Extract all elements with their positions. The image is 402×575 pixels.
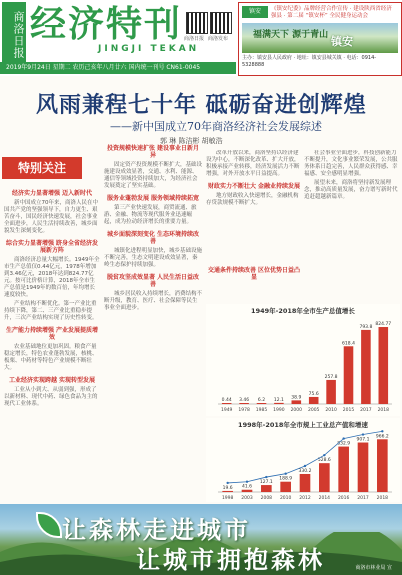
data-label: 0.44 xyxy=(221,398,232,403)
data-label: 41.6 xyxy=(241,484,253,490)
paragraph: 新中国成立70年来，商洛人民在中国共产党的坚强领导下，自力更生、艰苦奋斗，国民经济快速发展，社会事业全面进步，人民生活持续改善，城乡面貌发生深刻变化。 xyxy=(4,200,98,234)
date-line: 2019年9月24日 星期二 农历己亥年八月廿六 国内统一刊号 CN61-0045 xyxy=(0,62,236,74)
masthead-title: 经济特刊 xyxy=(30,3,183,45)
paragraph: 地方财政收入快速增长，金融机构存贷款规模不断扩大。 xyxy=(206,193,299,206)
subheadline: ——新中国成立70年商洛经济社会发展综述 xyxy=(110,120,322,133)
tick-label: 1949 xyxy=(220,408,233,413)
section-heading: 综合实力显著增强 跻身全省经济发展新方阵 xyxy=(5,240,99,254)
ad-bottom-text: 主办：镇安县人民政府 · 地址：镇安县城关镇 · 电话：0914-5328888 xyxy=(242,55,377,68)
tick-label: 2014 xyxy=(318,496,331,501)
section-heading: 交通条件持续改善 区位优势日益凸显 xyxy=(207,267,301,281)
line-point xyxy=(265,476,267,478)
tick-label: 2000 xyxy=(290,408,303,413)
article-column-2 xyxy=(104,140,202,500)
qr-label: 商洛日报 xyxy=(184,36,205,42)
chart-canvas xyxy=(206,304,400,416)
bar-2010 xyxy=(326,380,336,404)
masthead xyxy=(0,0,402,76)
section-heading: 财政实力不断壮大 金融业持续发展 xyxy=(207,183,301,190)
data-label: 127.1 xyxy=(259,480,273,486)
forestry-banner xyxy=(0,504,402,575)
tick-label: 2010 xyxy=(279,496,292,501)
data-label: 38.9 xyxy=(291,395,302,401)
paragraph: 展望未来，商洛将坚持新发展理念，推动高质量发展，奋力谱写新时代追赶超越新篇章。 xyxy=(304,180,398,200)
ad-top-text: 《镇安纪委》品牌经营合作宣传 · 建设陕西省经济强县 · 第二届 “镇安杯” 全民健身运动会 xyxy=(271,6,392,19)
gdp-growth-chart xyxy=(206,304,400,416)
line-point xyxy=(323,454,325,456)
tick-label: 1998 xyxy=(221,496,234,501)
tick-label: 2018 xyxy=(376,496,389,501)
chart-canvas xyxy=(206,418,400,502)
line-point xyxy=(226,482,228,484)
paragraph: 商洛经济总量大幅增长。1949年全市生产总值仅0.44亿元，1978年增加到3.46亿元，2018年达到824.77亿元。按可比价格计算，2018年全市生产总值是1949年的数百倍，年均增长速度较快。 xyxy=(4,257,100,298)
section-heading: 城乡面貌深刻变化 生态环境持续改善 xyxy=(106,231,200,245)
bar-2010 xyxy=(280,482,291,492)
qr-code-icon xyxy=(186,12,208,34)
bar-2017 xyxy=(361,330,371,404)
data-label: 257.8 xyxy=(324,374,338,380)
article-column-1 xyxy=(4,185,100,500)
bar-1985 xyxy=(257,403,267,404)
data-label: 907.1 xyxy=(356,437,370,443)
paragraph: 农业基础地位更加巩固。粮食产量稳定增长，特色农业蓬勃发展，核桃、板栗、中药材等特色产业规模不断壮大。 xyxy=(4,344,98,371)
ad-logo: 镇安 xyxy=(242,6,268,18)
section-heading: 投资规模快速扩张 建设事业日新月异 xyxy=(106,145,200,159)
bar-1998 xyxy=(222,491,233,492)
tick-label: 2018 xyxy=(377,408,390,413)
data-label: 793.8 xyxy=(359,324,373,330)
line-point xyxy=(342,437,344,439)
line-point xyxy=(284,472,286,474)
bar-2000 xyxy=(292,400,302,404)
bar-2015 xyxy=(344,346,354,404)
bar-2008 xyxy=(261,485,272,492)
bar-1978 xyxy=(239,403,249,404)
bar-2016 xyxy=(338,447,349,492)
tick-label: 1985 xyxy=(255,408,268,413)
tick-label: 1978 xyxy=(238,408,250,413)
industrial-output-chart xyxy=(206,418,400,502)
ad-slogan-calligraphy: 镇安 xyxy=(331,35,353,48)
masthead-pinyin: JINGJI TEKAN xyxy=(98,44,200,54)
byline: 郭 琳 陈洁彬 胡敏浩 xyxy=(160,137,223,145)
bar-2005 xyxy=(309,397,319,404)
data-label: 528.6 xyxy=(317,458,331,464)
paragraph: 社会事业全面进步，科技创新能力不断提升，文化事业繁荣发展，公共服务体系日趋完善，人民群众获得感、幸福感、安全感明显增强。 xyxy=(304,150,398,177)
tick-label: 2017 xyxy=(357,496,369,501)
section-heading: 工业经济实现跨越 实现转型发展 xyxy=(8,377,96,384)
line-point xyxy=(304,465,306,467)
data-label: 3.46 xyxy=(239,398,250,403)
section-heading: 脱贫攻坚成效显著 人民生活日益改善 xyxy=(106,274,200,288)
tick-label: 2008 xyxy=(260,496,273,501)
data-label: 75.6 xyxy=(308,391,319,397)
tick-label: 2010 xyxy=(325,408,337,413)
paper-name: 商洛日报 xyxy=(2,2,26,68)
tick-label: 1990 xyxy=(273,408,285,413)
tick-label: 2005 xyxy=(307,408,320,413)
data-label: 188.9 xyxy=(279,476,293,482)
bar-2012 xyxy=(300,474,311,492)
paragraph: 工业从小到大、从弱到强，形成了以新材料、现代中药、绿色食品为主的现代工业体系。 xyxy=(4,387,98,407)
data-label: 330.2 xyxy=(298,468,312,474)
bar-1990 xyxy=(274,403,284,404)
data-label: 824.77 xyxy=(375,322,392,328)
tick-label: 2012 xyxy=(299,496,311,501)
qr-label: 商洛发布 xyxy=(208,36,229,42)
line-point xyxy=(246,481,248,483)
data-label: 6.2 xyxy=(257,398,266,403)
chart-title: 1949年-2018年全市生产总值增长 xyxy=(251,307,355,315)
paragraph: 产业结构不断优化。第一产业比重持续下降，第二、三产业比重稳步提升，三次产业结构实现了历史性转变。 xyxy=(4,301,98,321)
paragraph: 改革开放以来，商洛坚持以经济建设为中心，不断深化改革、扩大开放，积极承接产业转移，经济发展活力不断增强，对外开放水平日益提高。 xyxy=(206,150,300,177)
line-point xyxy=(381,430,383,432)
bar-1949 xyxy=(222,403,232,404)
section-heading: 经济实力显著增强 迈入新时代 xyxy=(11,190,93,197)
line-point xyxy=(362,433,364,435)
banner-credit: 商洛市林业局 宣 xyxy=(355,565,392,571)
paragraph: 城镇化进程明显加快，城乡基础设施不断完善，生态文明建设成效显著，秦岭生态保护持续加强。 xyxy=(104,248,202,268)
bar-2003 xyxy=(242,490,253,492)
tick-label: 2017 xyxy=(360,408,372,413)
special-focus-label: 特别关注 xyxy=(2,157,82,179)
section-heading: 生产能力持续增强 产业发展提质增效 xyxy=(5,327,99,341)
advertisement xyxy=(238,2,402,76)
section-heading: 服务业蓬勃发展 服务领域持续拓宽 xyxy=(106,195,200,202)
ad-slogan: 福满天下 源于青山 xyxy=(253,30,329,40)
article-column-5 xyxy=(206,262,302,302)
paragraph: 固定资产投资规模不断扩大，基础设施建设成效显著，交通、水利、能源、通信等领域投资持续加大，为经济社会发展奠定了坚实基础。 xyxy=(104,162,202,189)
headline: 风雨兼程七十年 砥砺奋进创辉煌 xyxy=(36,92,367,118)
paragraph: 城乡居民收入持续增长，消费结构不断升级，教育、医疗、社会保障等民生事业全面进步。 xyxy=(104,291,202,311)
qr-code-icon xyxy=(210,12,232,34)
chart-title: 1998年-2018年全市规上工业总产值和增速 xyxy=(238,421,368,429)
bar-2018 xyxy=(377,439,388,492)
data-label: 19.6 xyxy=(222,485,233,491)
bar-2014 xyxy=(319,463,330,492)
tick-label: 2015 xyxy=(342,408,355,413)
data-label: 832.9 xyxy=(337,441,351,447)
article-column-4 xyxy=(304,150,400,260)
paragraph: 第三产业快速发展，商贸流通、旅游、金融、物流等现代服务业迅速崛起，成为拉动经济增长的重要力量。 xyxy=(104,205,197,225)
tick-label: 2003 xyxy=(241,496,253,501)
data-label: 966.2 xyxy=(375,434,389,440)
bar-2017 xyxy=(358,443,369,492)
banner-line-1: 让森林走进城市 xyxy=(62,515,251,544)
data-label: 12.1 xyxy=(273,397,284,403)
bar-2018 xyxy=(379,327,389,404)
banner-line-2: 让城市拥抱森林 xyxy=(136,545,325,574)
data-label: 618.4 xyxy=(342,341,355,347)
tick-label: 2016 xyxy=(337,496,350,501)
article-column-3 xyxy=(206,150,302,260)
